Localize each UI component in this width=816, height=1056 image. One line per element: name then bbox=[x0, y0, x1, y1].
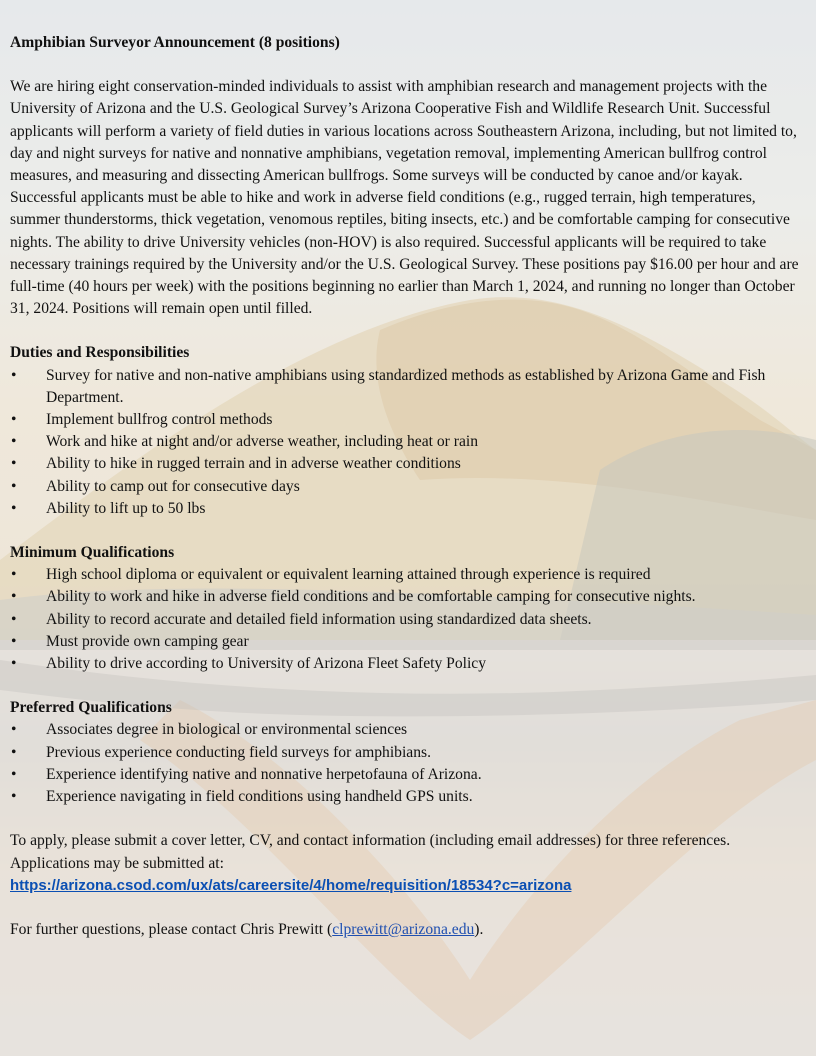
contact-email-link[interactable]: clprewitt@arizona.edu bbox=[332, 920, 475, 938]
announcement-title: Amphibian Surveyor Announcement (8 positions) bbox=[10, 34, 340, 51]
bullet-icon: • bbox=[11, 477, 17, 495]
bullet-icon: • bbox=[11, 366, 17, 384]
list-item: • Ability to work and hike in adverse field conditions and be comfortable camping for consecutive nights. bbox=[10, 586, 800, 608]
bullet-icon: • bbox=[11, 721, 17, 739]
list-item: • Ability to camp out for consecutive days bbox=[10, 476, 800, 498]
bullet-icon: • bbox=[11, 455, 17, 473]
minimum-qualifications-list bbox=[10, 564, 800, 675]
list-item: • Experience identifying native and nonnative herpetofauna of Arizona. bbox=[10, 764, 800, 786]
intro-paragraph: We are hiring eight conservation-minded individuals to assist with amphibian research and management projects with the University of Arizona and the U.S. Geological Survey’s Arizona Cooperative Fish and Wildlife Research Unit. Successful applicants will perform a variety of field duties in various locations across Southeastern Arizona, including, but not limited to, day and night surveys for native and nonnative amphibians, vegetation removal, implementing American bullfrog control measures, and measuring and dissecting American bullfrogs. Some surveys will be conducted by canoe and/or kayak. Successful applicants must be able to hike and work in adverse field conditions (e.g., rugged terrain, high temperatures, summer thunderstorms, thick vegetation, venomous reptiles, biting insects, etc.) and be comfortable camping for consecutive nights. The ability to drive University vehicles (non-HOV) is also required. Successful applicants will be required to take necessary trainings required by the University and/or the U.S. Geological Survey. These positions pay $16.00 per hour and are full-time (40 hours per week) with the positions beginning no earlier than March 1, 2024, and running no longer than October 31, 2024. Positions will remain open until filled. bbox=[10, 78, 799, 318]
list-item: • Ability to record accurate and detailed field information using standardized data sheets. bbox=[10, 609, 800, 631]
list-item: • Work and hike at night and/or adverse weather, including heat or rain bbox=[10, 431, 800, 453]
list-item: • Previous experience conducting field surveys for amphibians. bbox=[10, 742, 800, 764]
duties-list bbox=[10, 365, 800, 520]
list-item: • Associates degree in biological or environmental sciences bbox=[10, 719, 800, 741]
list-item: • High school diploma or equivalent or equivalent learning attained through experience is required bbox=[10, 564, 800, 586]
bullet-icon: • bbox=[11, 743, 17, 761]
announcement-document bbox=[10, 32, 800, 957]
bullet-icon: • bbox=[11, 433, 17, 451]
list-item: • Experience navigating in field conditions using handheld GPS units. bbox=[10, 786, 800, 808]
list-item: • Ability to drive according to University of Arizona Fleet Safety Policy bbox=[10, 653, 800, 675]
contact-line: For further questions, please contact Chris Prewitt (clprewitt@arizona.edu). bbox=[10, 920, 484, 938]
list-item: • Survey for native and non-native amphibians using standardized methods as established by Arizona Game and Fish Department. bbox=[11, 366, 766, 406]
minimum-qualifications-heading: Minimum Qualifications bbox=[10, 544, 175, 562]
list-item: • Implement bullfrog control methods bbox=[10, 409, 800, 431]
bullet-icon: • bbox=[11, 765, 17, 783]
list-item: • Must provide own camping gear bbox=[10, 631, 800, 653]
preferred-qualifications-heading: Preferred Qualifications bbox=[10, 699, 172, 717]
bullet-icon: • bbox=[11, 566, 17, 584]
list-item: • Ability to lift up to 50 lbs bbox=[10, 498, 800, 520]
bullet-icon: • bbox=[11, 499, 17, 517]
bullet-icon: • bbox=[11, 788, 17, 806]
duties-heading: Duties and Responsibilities bbox=[10, 344, 190, 362]
bullet-icon: • bbox=[11, 411, 17, 429]
bullet-icon: • bbox=[11, 655, 17, 673]
preferred-qualifications-list bbox=[10, 719, 800, 808]
apply-instructions bbox=[10, 830, 800, 897]
bullet-icon: • bbox=[11, 610, 17, 628]
apply-text: To apply, please submit a cover letter, CV, and contact information (including email addresses) for three references. Applications may be submitted at: bbox=[10, 832, 731, 872]
application-link[interactable]: https://arizona.csod.com/ux/ats/careersite/4/home/requisition/18534?c=arizona bbox=[10, 876, 572, 894]
bullet-icon: • bbox=[11, 632, 17, 650]
list-item: • Ability to hike in rugged terrain and in adverse weather conditions bbox=[10, 453, 800, 475]
bullet-icon: • bbox=[11, 588, 17, 606]
